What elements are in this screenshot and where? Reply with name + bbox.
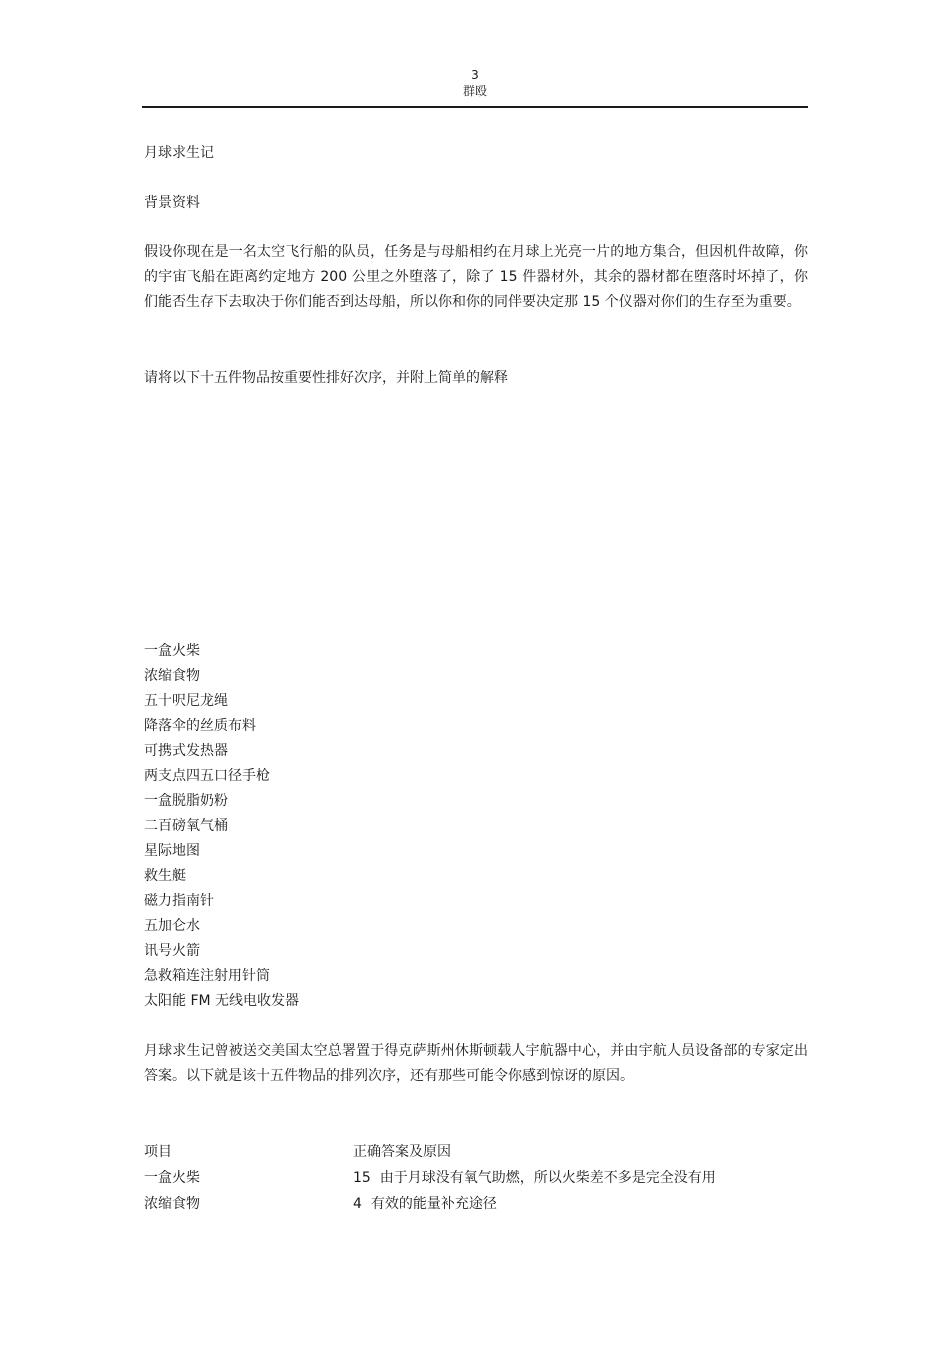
reason-cell: 有效的能量补充途径 [370, 1196, 497, 1212]
rank-cell: 15 [353, 1170, 371, 1186]
page-number: 3 [471, 68, 479, 82]
list-item: 太阳能 FM 无线电收发器 [144, 993, 300, 1009]
list-item: 一盒脱脂奶粉 [144, 793, 228, 809]
section-heading: 背景资料 [144, 195, 200, 211]
item-cell: 一盒火柴 [144, 1170, 200, 1186]
list-item: 两支点四五口径手枪 [144, 768, 270, 784]
column-header-answer: 正确答案及原因 [353, 1144, 451, 1160]
list-item: 星际地图 [144, 843, 200, 859]
list-item: 降落伞的丝质布料 [144, 718, 256, 734]
table-row [144, 1165, 808, 1191]
note-paragraph: 月球求生记曾被送交美国太空总署置于得克萨斯州休斯顿载人宇航器中心，并由宇航人员设备部的专家定出答案。以下就是该十五件物品的排列次序，还有那些可能令你感到惊讶的原因。 [144, 1043, 808, 1084]
list-item: 救生艇 [144, 868, 186, 884]
list-item: 讯号火箭 [144, 943, 200, 959]
item-list [144, 639, 299, 1014]
rank-cell: 4 [353, 1196, 362, 1212]
list-item: 可携式发热器 [144, 743, 228, 759]
document-title: 月球求生记 [144, 145, 214, 161]
table-header-row [144, 1139, 808, 1165]
reason-cell: 由于月球没有氧气助燃，所以火柴差不多是完全没有用 [379, 1170, 716, 1186]
column-header-item: 项目 [144, 1144, 172, 1160]
instruction-text: 请将以下十五件物品按重要性排好次序，并附上简单的解释 [144, 370, 508, 386]
header-divider [142, 106, 808, 108]
page-header [142, 68, 808, 98]
table-row [144, 1191, 808, 1217]
list-item: 急救箱连注射用针筒 [144, 968, 270, 984]
answer-table [144, 1139, 808, 1217]
intro-paragraph: 假设你现在是一名太空飞行船的队员，任务是与母船相约在月球上光亮一片的地方集合，但因机件故障，你的宇宙飞船在距离约定地方 200 公里之外堕落了，除了 15 件器材外，其余的器材都在堕落时坏掉了，你们能否生存下去取决于你们能否到达母船，所以你和你的同伴要决定那 15 个仪器对你们的生存至为重要。 [144, 244, 808, 310]
list-item: 磁力指南针 [144, 893, 214, 909]
list-item: 五加仑水 [144, 918, 200, 934]
header-title: 群殴 [462, 84, 487, 98]
list-item: 一盒火柴 [144, 643, 200, 659]
list-item: 二百磅氧气桶 [144, 818, 228, 834]
list-item: 浓缩食物 [144, 668, 200, 684]
item-cell: 浓缩食物 [144, 1196, 200, 1212]
list-item: 五十呎尼龙绳 [144, 693, 228, 709]
